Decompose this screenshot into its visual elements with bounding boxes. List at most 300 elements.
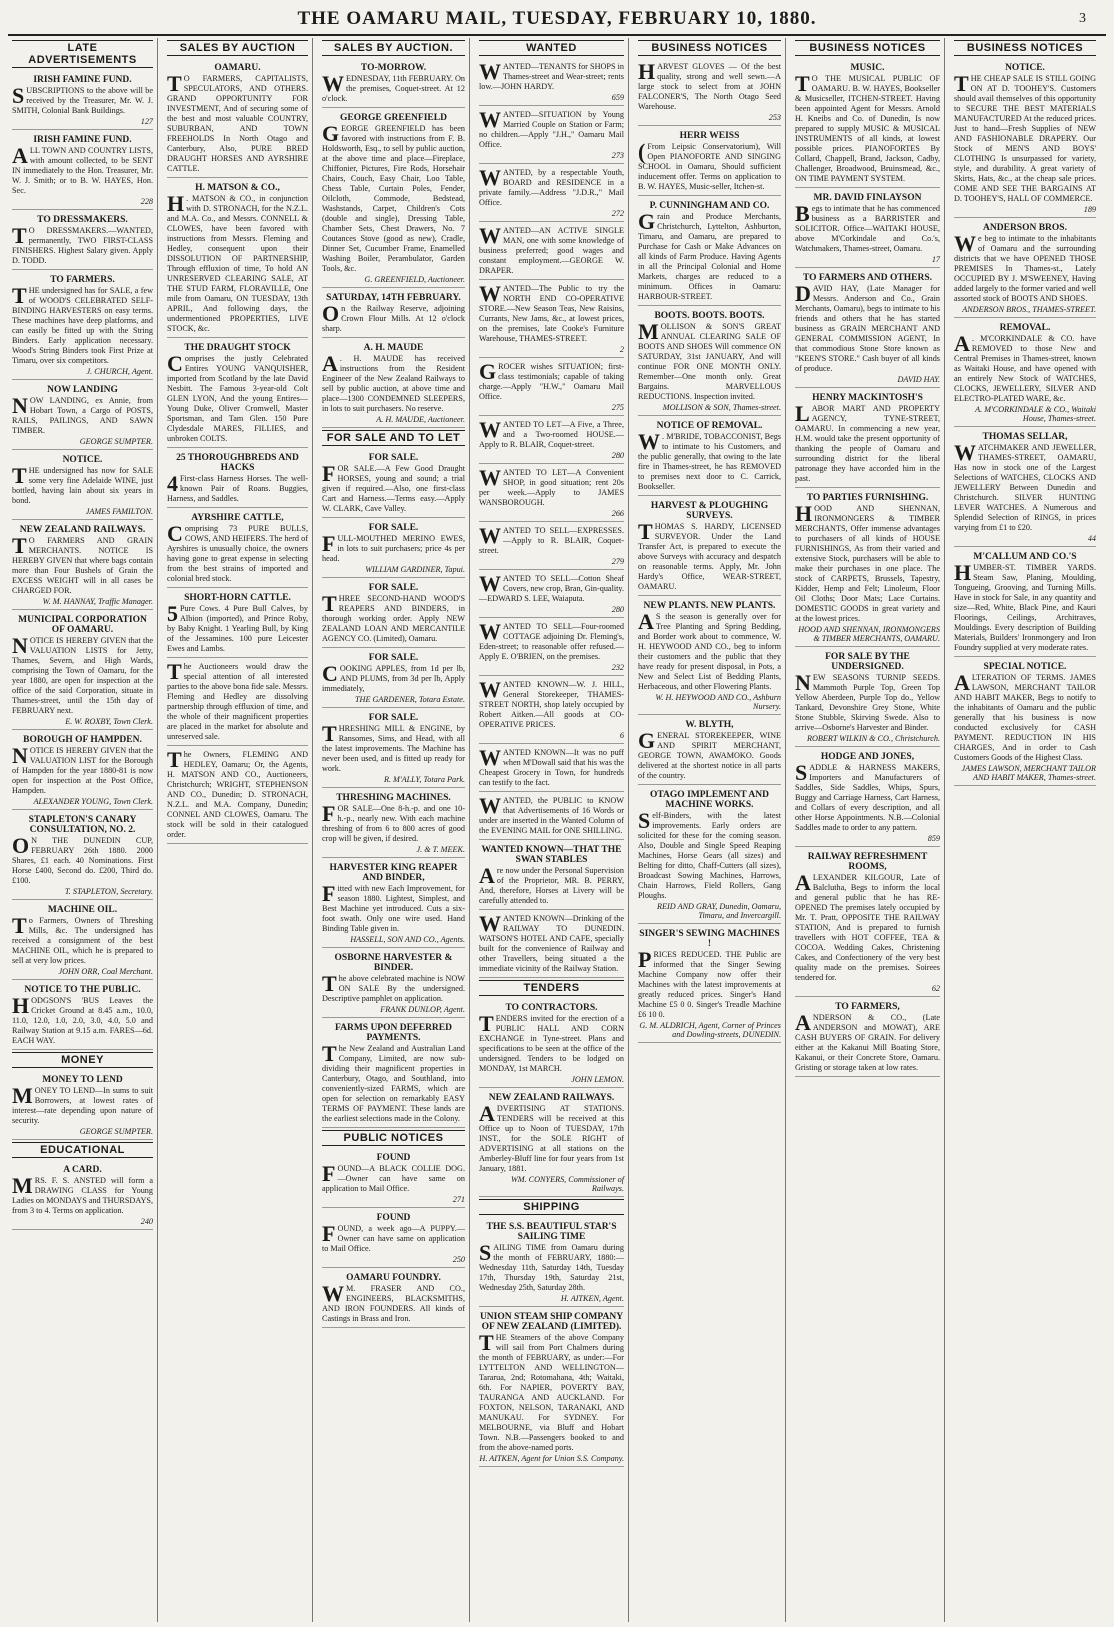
ad-title: NOTICE.: [62, 455, 103, 465]
advertisement: [322, 650, 465, 708]
ad-title: STAPLETON'S CANARY CONSULTATION, NO. 2.: [28, 815, 137, 835]
ad-title: THE DRAUGHT STOCK: [184, 343, 291, 353]
ad-title: THOMAS SELLAR,: [982, 432, 1068, 442]
drop-cap: W: [479, 677, 501, 702]
section-heading-primary: BUSINESS NOTICES: [638, 40, 781, 56]
ad-signature: H. AITKEN, Agent for Union S.S. Company.: [479, 1454, 624, 1463]
ad-title: TO DRESSMAKERS.: [37, 215, 128, 225]
ad-body: SUBSCRIPTIONS to the above will be received by the Treasurer, Mr. W. J. SMITH, Colonial Bank Buildings.: [12, 83, 153, 115]
drop-cap: F: [322, 461, 336, 486]
drop-cap: T: [167, 747, 182, 772]
advertisement: [322, 1210, 465, 1268]
drop-cap: N: [12, 743, 28, 768]
ad-signature: J. & T. MEEK.: [416, 845, 465, 854]
drop-cap: M: [638, 319, 659, 344]
advertisement: [479, 1309, 624, 1467]
ad-title: MR. DAVID FINLAYSON: [813, 193, 922, 203]
ad-title: REMOVAL.: [999, 323, 1051, 333]
ad-body: On the Railway Reserve, adjoining Crown Flour Mills. At 12 o'clock sharp.: [322, 301, 465, 333]
advertisement: [322, 520, 465, 578]
ad-signature: FRANK DUNLOP, Agent.: [380, 1005, 465, 1014]
advertisement: [479, 1090, 624, 1197]
ad-body: The Auctioneers would draw the special attention of all interested parties to the above bona fide sale. Messrs. Fleming and Hedley are dissolving partnership through effluxion of time, and the whole of their magnificent properties are placed in the market for absolute and unreserved sale.: [167, 659, 308, 741]
advertisement: [479, 360, 624, 416]
drop-cap: N: [12, 393, 28, 418]
advertisement: [638, 198, 781, 306]
drop-cap: M: [12, 1083, 33, 1108]
ad-body: GENERAL STOREKEEPER, WINE AND SPIRIT MERCHANT, GEORGE TOWN, AWAMOKO. Goods delivered at the shortest notice in all parts of the country.: [638, 728, 781, 780]
advertisement: [638, 717, 781, 785]
drop-cap: O: [322, 301, 340, 326]
ad-title: OAMARU FOUNDRY.: [346, 1273, 441, 1283]
ad-title: A CARD.: [63, 1165, 102, 1175]
ad-body: T O FARMERS, CAPITALISTS, SPECULATORS, AND OTHERS. GRAND OPPORTUNITY FOR INVESTMENT, And of securing some of the best and most valuable COUNTRY, SUBURBAN, AND TOWN FREEHOLDS In North Otago and Canterbury, Also, PURE BRED DRAUGHT HORSES AND AYRSHIRE CATTLE.: [167, 71, 308, 173]
ad-body: MONEY TO LEND—In sums to suit Borrowers, at lowest rates of interest—rate depending upon nature of security.: [12, 1083, 153, 1125]
advertisement: [954, 429, 1096, 547]
advertisement: [12, 902, 153, 980]
advertisement: [795, 649, 940, 747]
ad-signature: W. H. HEYWOOD AND CO., Ashburn Nursery.: [655, 693, 781, 711]
ad-signature: HASSELL, SON AND CO., Agents.: [350, 935, 465, 944]
drop-cap: A: [638, 609, 654, 634]
column-7: [950, 38, 1100, 1622]
advertisement: [322, 1150, 465, 1208]
ad-body: WANTED—AN ACTIVE SINGLE MAN, one with some knowledge of business preferred; good wages and constant employment.—GEORGE W. DRAPER.: [479, 223, 624, 275]
advertisement: [954, 659, 1096, 786]
advertisement: [795, 270, 940, 388]
ad-body: A . H. MAUDE has received instructions from the Resident Engineer of the New Zealand Railways to sell by public auction, at above time and place—1300 CONDEMNED SLEEPERS, in lots to suit purchasers. No reserve.: [322, 351, 465, 413]
ad-signature: 189: [1083, 205, 1096, 214]
ad-body: The Owners, FLEMING AND HEDLEY, Oamaru; Or, the Agents, H. MATSON AND CO., Auctioneers, Christchurch; WRIGHT, STEPHENSON AND CO., Dunedin; D. STRONACH, N.Z.L. and M.A. Company, Dunedin; CONNEL AND CLOWES, Oamaru. The stock will be sold in their catalogued order.: [167, 747, 308, 839]
ad-body: To Farmers, Owners of Threshing Mills, &c. The undersigned has received a consignment of the best MACHINE OIL, which he is prepared to sell at very low prices.: [12, 913, 153, 965]
educational-advertisement: [12, 1162, 153, 1230]
ad-title: IRISH FAMINE FUND.: [33, 135, 132, 145]
ad-title: UNION STEAM SHIP COMPANY OF NEW ZEALAND (LIMITED).: [479, 1312, 624, 1332]
advertisement: [638, 128, 781, 196]
advertisement: [479, 678, 624, 744]
drop-cap: F: [322, 1161, 336, 1186]
ad-body: T O DRESSMAKERS.—WANTED, permanently, TWO FIRST-CLASS FINISHERS. Highest Salary given. Apply D. TODD.: [12, 223, 153, 265]
ad-body: NEW SEASONS TURNIP SEEDS. Mammoth Purple Top, Green Top Yellow Aberdeen, Purple Top do., Yellow Tankard, Devonshire Grey Stone, White Stone Stubble, Skirving Swede. Also to arrive—Osborne's Harvester and Binder.: [795, 670, 940, 732]
advertisement: [954, 320, 1096, 427]
ad-body: MRS. F. S. ANSTED will form a DRAWING CLASS for Young Ladies on MONDAYS and THURSDAYS, from 3 to 4. Terms on application.: [12, 1173, 153, 1215]
advertisement: [479, 842, 624, 910]
ad-body: GROCER wishes SITUATION; first-class testimonials; capable of taking charge.—Apply "H.W.," Oamaru Mail Office.: [479, 359, 624, 401]
advertisement: [167, 180, 308, 338]
ad-signature: H. AITKEN, Agent.: [560, 1294, 624, 1303]
drop-cap: W: [479, 107, 501, 132]
drop-cap: W: [479, 59, 501, 84]
drop-cap: W: [479, 165, 501, 190]
advertisement: [479, 108, 624, 164]
ad-signature: HOOD AND SHENNAN, IRONMONGERS & TIMBER MERCHANTS, OAMARU.: [798, 625, 940, 643]
ad-body: FOR SALE—One 8-h.-p. and one 10-h.-p., nearly new. With each machine threshing of from 6 to 800 acres of good crop will be given, if desired.: [322, 801, 465, 843]
drop-cap: W: [479, 793, 501, 818]
drop-cap: W: [479, 619, 501, 644]
section-heading-tertiary: SHIPPING: [479, 1199, 624, 1215]
ad-signature: 859: [927, 834, 940, 843]
ad-signature: 62: [931, 984, 940, 993]
drop-cap: (: [638, 139, 646, 164]
drop-cap: P: [638, 947, 652, 972]
ad-body: Begs to intimate that he has commenced business as a BARRISTER and SOLICITOR. Office—WAITAKI HOUSE, above M'Corkindale and Co.'s, Watchmakers, Thames-street, Oamaru.: [795, 201, 940, 253]
ad-body: PRICES REDUCED. THE Public are informed that the Singer Sewing Machine Company now offer their Machines with the latest improvements at greatly reduced prices. Singer's Hand Machine £5 0 0. Singer's Treadle Machine £6 10 0.: [638, 947, 781, 1019]
ad-body: THE Steamers of the above Company will sail from Port Chalmers during the month of FEBRUARY, as under:—For LYTTELTON AND WELLINGTON—Tararua, 2nd; Rotomahana, 4th; Waitaki, 6th. For NAPIER, POVERTY BAY, TAURANGA AND AUCKLAND. For FOXTON, NELSON, TARANAKI, AND MANUKAU. For SYDNEY. For MELBOURNE, via Bluff and Hobart Town. N.B.—Passengers booked to and from the above-named ports.: [479, 1330, 624, 1452]
ad-title: M'CALLUM AND CO.'S: [973, 552, 1077, 562]
section-heading-primary: LATE ADVERTISEMENTS: [12, 40, 153, 68]
ad-title: H. MATSON & CO.,: [195, 183, 280, 193]
ad-body: WANTED—SITUATION by Young Married Couple on Station or Farm; no children.—Apply "J.H.," Oamaru Mail Office.: [479, 107, 624, 149]
drop-cap: A: [479, 1101, 495, 1126]
ad-signature: G. M. ALDRICH, Agent, Corner of Princes and Dowling-streets, DUNEDIN.: [639, 1021, 781, 1039]
drop-cap: W: [479, 571, 501, 596]
drop-cap: A: [322, 351, 338, 376]
ad-title: HODGE AND JONES,: [820, 752, 915, 762]
ad-signature: 228: [140, 197, 153, 206]
ad-body: WEDNESDAY, 11th FEBRUARY. On the premises, Coquet-street. At 12 o'clock.: [322, 71, 465, 103]
ad-signature: ALEXANDER YOUNG, Town Clerk.: [33, 797, 153, 806]
advertisement: [638, 308, 781, 416]
drop-cap: T: [322, 721, 337, 746]
ad-signature: JAMES LAWSON, MERCHANT TAILOR AND HABIT MAKER, Thames-street.: [961, 764, 1096, 782]
advertisement: [479, 60, 624, 106]
ad-signature: WM. CONYERS, Commissioner of Railways.: [510, 1175, 624, 1193]
ad-body: Comprising 73 PURE BULLS, COWS, AND HEIFERS. The herd of Ayrshires is unusually choice, the owners having gone to great expense in selecting from the best strains of imported and colonial bred stock.: [167, 521, 308, 583]
ad-title: NOW LANDING: [47, 385, 118, 395]
ad-signature: 272: [611, 209, 624, 218]
ad-body: HARVEST GLOVES — Of the best quality, strong and well sewn.—A large stock to select from at JOHN FALCONER'S, The North Otago Seed Warehouse.: [638, 59, 781, 111]
drop-cap: A: [479, 863, 495, 888]
ad-title: RAILWAY REFRESHMENT ROOMS,: [807, 852, 928, 872]
advertisement: [12, 132, 153, 210]
section-heading-primary: SALES BY AUCTION: [167, 40, 308, 56]
ad-body: FOUND, a week ago—A PUPPY.—Owner can have same on application to Mail Office.: [322, 1221, 465, 1253]
drop-cap: G: [638, 209, 656, 234]
ad-signature: 280: [611, 605, 624, 614]
drop-cap: T: [12, 463, 27, 488]
advertisement: [795, 490, 940, 647]
drop-cap: B: [795, 201, 810, 226]
advertisement: [322, 450, 465, 518]
masthead: [0, 8, 1114, 34]
drop-cap: A: [954, 331, 970, 356]
ad-title: FOR SALE BY THE UNDERSIGNED.: [825, 652, 910, 672]
ad-signature: 279: [611, 557, 624, 566]
ad-title: FARMS UPON DEFERRED PAYMENTS.: [335, 1023, 452, 1043]
ad-signature: 232: [611, 663, 624, 672]
ad-signature: ROBERT WILKIN & CO., Christchurch.: [806, 734, 940, 743]
money-advertisement: [12, 1072, 153, 1140]
ad-body: Self-Binders, with the latest improvements. Early orders are solicited for these for the coming season. Also, Double and Single Speed Reaping Machines, Horse Gears (all sizes) and Belting for ditto, Chaff-Cutters (all sizes), Broadcast Sowing Machines, Harrows, Chain Harrows, Field Rollers, Gang Ploughs.: [638, 808, 781, 900]
ad-body: FOR SALE.—A Few Good Draught HORSES, young and sound; a trial given if required.—Also, one first-class Cart and Harness.—Terms easy.—Apply W. CLARK, Cave Valley.: [322, 461, 465, 513]
ad-body: A S the season is generally over for Tree Planting and Spring Bedding, and Border work about to commence, W. H. HEYWOOD AND CO., beg to inform their customers and the public that they have ready for present disposal, in Pots, a New and Select List of Bedding Plants, Herbaceous, and other Flowering Plants.: [638, 609, 781, 691]
ad-title: NOTICE OF REMOVAL.: [656, 421, 763, 431]
advertisement: [795, 999, 940, 1077]
drop-cap: W: [954, 231, 976, 256]
advertisement: [638, 787, 781, 924]
drop-cap: L: [795, 401, 810, 426]
ad-title: HENRY MACKINTOSH'S: [812, 393, 923, 403]
section-heading-tertiary: PUBLIC NOTICES: [322, 1130, 465, 1146]
ad-signature: WILLIAM GARDINER, Tapui.: [365, 565, 465, 574]
ad-body: Comprises the justly Celebrated Entires YOUNG VANQUISHER, imported from Scotland by the late David Nesbitt. The Famous 3-year-old Colt GLEN LYON, And the young Entires—Young Duke, Oliver Cromwell, Master Sportsman, and Tam Glen. 150 Pure Clydesdale MARES, FILLIES, and unbroken COLTS.: [167, 351, 308, 443]
drop-cap: C: [322, 661, 338, 686]
section-heading-primary: SALES BY AUCTION.: [322, 40, 465, 56]
ad-signature: REID AND GRAY, Dunedin, Oamaru, Timaru, and Invercargill.: [657, 902, 781, 920]
ad-body: WANTED—The Public to try the NORTH END CO-OPERATIVE STORE.—New Season Teas, New Raisins, Currants, New Jams, &c., at lowest prices, on the premises, late Cooke's Furniture Warehouse, THAMES-STREET.: [479, 281, 624, 343]
ad-body: ALEXANDER KILGOUR, Late of Balclutha, Begs to inform the local and general public that he has RE-OPENED The premises lately occupied by Mr. T. Pratt, OPPOSITE THE RAILWAY STATION, And is prepared to furnish travellers with HOT COFFEE, TEA & COCOA. Wedding Cakes, Christening Cakes, and Confectionery of the very best quality made on the premises. Soirees tendered for.: [795, 870, 940, 982]
drop-cap: A: [795, 870, 811, 895]
ad-body: W . M'BRIDE, TOBACCONIST, Begs to intimate to his Customers, and the public generally, that owing to the late fire in Thames-street, he has REMOVED to premises next door to C. Carrick, Bookseller.: [638, 429, 781, 491]
advertisement: [322, 790, 465, 858]
advertisement: [954, 549, 1096, 657]
ad-body: HOOD AND SHENNAN, IRONMONGERS & TIMBER MERCHANTS, Offer immense advantages to purchasers of all kinds of HOUSE FURNISHINGS, As from their varied and extensive Stock, purchasers will be able to make their purchases in one place. The stock of CARPETS, Brussels, Tapestry, Kidder, Hemp and Felt; Linoleum, Floor Oil Cloths; Door Mats; Lace Curtains. DOMESTIC GOODS in great variety and at the lowest prices.: [795, 501, 940, 623]
advertisement: [322, 340, 465, 428]
drop-cap: T: [12, 533, 27, 558]
ad-signature: 44: [1087, 534, 1096, 543]
ad-title: TO CONTRACTORS.: [505, 1003, 598, 1013]
ad-signature: GEORGE SUMPTER.: [79, 1127, 153, 1136]
drop-cap: T: [479, 1011, 494, 1036]
drop-cap: F: [322, 1221, 336, 1246]
drop-cap: T: [12, 283, 27, 308]
advertisement: [167, 748, 308, 844]
ad-body: WANTED—TENANTS for SHOPS in Thames-street and Wear-street; rents low.—JOHN HARDY.: [479, 59, 624, 91]
ad-signature: 275: [611, 403, 624, 412]
ad-title: FOR SALE.: [368, 523, 419, 533]
ad-body: T O FARMERS AND GRAIN MERCHANTS. NOTICE IS HEREBY GIVEN that where bags contain more than Four Bushels of Grain the EXCESS WEIGHT will in all cases be CHARGED FOR.: [12, 533, 153, 595]
advertisement: [479, 746, 624, 792]
masthead-rule: [8, 34, 1106, 36]
ad-signature: MOLLISON & SON, Thames-street.: [662, 403, 781, 412]
ad-signature: THE GARDENER, Totara Estate.: [354, 695, 465, 704]
ad-title: HARVESTER KING REAPER AND BINDER,: [329, 863, 458, 883]
advertisement: [638, 926, 781, 1043]
advertisement: [479, 912, 624, 978]
advertisement: [167, 660, 308, 746]
ad-title: NEW ZEALAND RAILWAYS.: [19, 525, 146, 535]
ad-signature: 250: [452, 1255, 465, 1264]
ad-body: W M. FRASER AND CO., ENGINEERS, BLACKSMITHS, AND IRON FOUNDERS. All kinds of Castings in Brass and Iron.: [322, 1281, 465, 1323]
ad-body: ADVERTISING AT STATIONS. TENDERS will be received at this Office up to Noon of TUESDAY, 17th INST., for the SOLE RIGHT of ADVERTISING at all stations on the Amberley-Bluff line for four years from 1st January, 1881.: [479, 1101, 624, 1173]
ad-body: WATCHMAKER AND JEWELLER, THAMES-STREET, OAMARU, Has now in stock one of the Largest Selections of WATCHES, CLOCKS AND JEWELLERY Between Dunedin and Christchurch. SILVER HUNTING LEVER WATCHES. A Numerous and Splendid Selection of RINGS, in prices varying from £1 to £20.: [954, 440, 1096, 532]
advertisement: [12, 452, 153, 520]
ad-body: MOLLISON & SON'S GREAT ANNUAL CLEARING SALE OF BOOTS AND SHOES Will commence ON SATURDAY, 31st JANUARY, And will continue FOR ONE MONTH ONLY. Remember—One month only. Great Bargains. MARVELLOUS REDUCTIONS. Inspection invited.: [638, 319, 781, 401]
advertisement: [479, 1219, 624, 1307]
drop-cap: W: [322, 1281, 344, 1306]
ad-title: TO PARTIES FURNISHING.: [806, 493, 929, 503]
ad-body: WANTED KNOWN—Drinking of the RAILWAY TO DUNEDIN. WATSON'S HOTEL AND CAFE, specially built for the convenience of Railway and other Travellers, being situated a the immediate vicinity of the Railway Station.: [479, 911, 624, 973]
advertisement: [479, 466, 624, 522]
ad-body: Grain and Produce Merchants, Christchurch, Lyttelton, Ashburton, Timaru, and Oamaru, are prepared to Purchase for Cash or Make Advances on all kinds of Farm Produce. Having Agents in all the Principal Colonial and Home Markets, charges are reduced to a minimum. Offices in Oamaru: HARBOUR-STREET.: [638, 209, 781, 301]
ad-title: THRESHING MACHINES.: [336, 793, 451, 803]
drop-cap: T: [479, 1330, 494, 1355]
ad-title: THE S.S. BEAUTIFUL STAR'S SAILING TIME: [486, 1222, 617, 1242]
ad-title: MUNICIPAL CORPORATION OF OAMARU.: [18, 615, 147, 635]
drop-cap: T: [322, 971, 337, 996]
drop-cap: D: [795, 281, 811, 306]
column-4: [475, 38, 629, 1622]
advertisement: [479, 572, 624, 618]
columns-container: [8, 38, 1106, 1622]
advertisement: [954, 60, 1096, 218]
ad-signature: 240: [140, 1217, 153, 1226]
advertisement: [795, 749, 940, 847]
advertisement: [322, 1020, 465, 1128]
ad-body: 4 First-class Harness Horses. The well-known Pair of Roans. Buggies, Harness, and Saddles.: [167, 471, 308, 503]
drop-cap: G: [479, 359, 497, 384]
ad-title: OSBORNE HARVESTER & BINDER.: [334, 953, 453, 973]
drop-cap: T: [12, 223, 27, 248]
advertisement: [479, 418, 624, 464]
ad-body: ALL TOWN AND COUNTRY LISTS, with amount collected, to be SENT IN immediately to the Hon. Treasurer, Mr. W. J. Smith; or to B. W. HAYES, Hon. Sec.: [12, 143, 153, 195]
ad-title: OTAGO IMPLEMENT AND MACHINE WORKS.: [650, 790, 769, 810]
ad-title: ANDERSON BROS.: [983, 223, 1067, 233]
ad-title: MONEY TO LEND: [42, 1075, 123, 1085]
drop-cap: W: [954, 440, 976, 465]
ad-body: T O THE MUSICAL PUBLIC OF OAMARU. B. W. HAYES, Bookseller & Musicseller, ITCHEN-STREET. Having been appointed Agent for Messrs. Arnold H. Kneibs and Co. of Dunedin, Is now prepared to supply MUSIC & MUSICAL INSTRUMENTS of all kinds, at lowest possible prices. PIANOFORTES By Collard, Chappell, Brand, Jackson, Cadby, Challenger, Broadwood, Bruinsmead, &c., ON TIME PAYMENT SYSTEM.: [795, 71, 940, 183]
ad-body: THE undersigned has now for SALE some very fine Adelaide WINE, just bottled, having lain about six years in bond.: [12, 463, 153, 505]
section-heading-money: MONEY: [12, 1052, 153, 1068]
ad-title: HARVEST & PLOUGHING SURVEYS.: [650, 501, 769, 521]
ad-body: WANTED KNOWN—It was no puff when M'Dowall said that his was the Cheapest Grocery in Town, for hundreds can testify to the fact.: [479, 745, 624, 787]
advertisement: [167, 450, 308, 508]
advertisement: [12, 72, 153, 130]
drop-cap: S: [479, 1240, 492, 1265]
ad-body: THE undersigned has for SALE, a few of WOOD'S CELEBRATED SELF-BINDING HARVESTERS on easy terms. These machines have deep platforms, and can easily be fitted up with the String Binders. Early application necessary. Wood's String Binders took First Prize at Timaru, over six competitors.: [12, 283, 153, 365]
advertisement: [12, 272, 153, 380]
section-heading-educational: EDUCATIONAL: [12, 1142, 153, 1158]
ad-signature: T. STAPLETON, Secretary.: [64, 887, 153, 896]
ad-signature: JOHN LEMON.: [571, 1075, 624, 1084]
ad-body: A . M'CORKINDALE & CO. have REMOVED to those New and Central Premises in Thames-street, known as Waitaki House, and have opened with an entirely New Stock of WATCHES, CLOCKS, JEWELLERY, SILVER AND ELECTRO-PLATED WARE, &c.: [954, 331, 1096, 403]
ad-title: GEORGE GREENFIELD: [340, 113, 447, 123]
advertisement: [479, 166, 624, 222]
drop-cap: W: [479, 911, 501, 936]
ad-title: FOUND: [376, 1213, 411, 1223]
ad-body: HODGSON'S 'BUS Leaves the Cricket Ground at 8.45 a.m., 10.0, 11.0, 12.0, 1.0, 2.0, 3.0, 4.0, 5.0 and Railway Station at 9.15 a.m. FARES—6d. EACH WAY.: [12, 993, 153, 1045]
column-3: [318, 38, 470, 1622]
drop-cap: T: [954, 71, 969, 96]
ad-title: FOUND: [376, 1153, 411, 1163]
ad-body: Are now under the Personal Supervision of the Proprietor, MR. B. PERRY, And, therefore, Horses at Livery will be carefully attended to.: [479, 863, 624, 905]
advertisement: [12, 612, 153, 730]
ad-signature: JAMES FAMILTON.: [85, 507, 153, 516]
advertisement: [479, 620, 624, 676]
ad-signature: E. W. ROXBY, Town Clerk.: [65, 717, 153, 726]
drop-cap: S: [638, 808, 651, 833]
ad-title: SATURDAY, 14TH FEBRUARY.: [326, 293, 461, 303]
ad-body: ANDERSON & CO., (Late ANDERSON and MOWAT), ARE CASH BUYERS OF GRAIN. For delivery either at the Kakanui Mill Boating Store, Kakanui, or their Concrete Store, Oamaru. Gristing or storage taken at low rates.: [795, 1010, 940, 1072]
drop-cap: T: [322, 591, 337, 616]
advertisement: [12, 382, 153, 450]
section-heading-secondary: TENDERS: [479, 980, 624, 996]
ad-body: WANTED TO SELL—Cotton Sheaf Covers, new crop, Bran, Gin-quality.—EDWARD S. LEE, Waiaputa.: [479, 571, 624, 603]
drop-cap: H: [638, 59, 656, 84]
ad-title: NEW PLANTS. NEW PLANTS.: [643, 601, 776, 611]
drop-cap: T: [638, 519, 653, 544]
section-heading-secondary: FOR SALE AND TO LET: [322, 430, 465, 446]
advertisement: [167, 510, 308, 588]
ad-signature: R. M'ALLY, Totara Park.: [383, 775, 465, 784]
section-heading-primary: BUSINESS NOTICES: [795, 40, 940, 56]
drop-cap: W: [479, 523, 501, 548]
ad-body: WANTED TO LET—A Convenient SHOP, in good situation; rent 20s per week.—Apply to JAMES WANSBOROUGH.: [479, 465, 624, 507]
column-5: [634, 38, 786, 1622]
drop-cap: C: [167, 521, 183, 546]
drop-cap: G: [322, 121, 340, 146]
ad-signature: 280: [611, 451, 624, 460]
drop-cap: O: [12, 833, 30, 858]
ad-body: WANTED TO SELL—EXPRESSES. —Apply to R. BLAIR, Coquet-street.: [479, 523, 624, 555]
drop-cap: N: [12, 633, 28, 658]
ad-title: 25 THOROUGHBREDS AND HACKS: [176, 453, 299, 473]
drop-cap: W: [479, 417, 501, 442]
ad-body: THRESHING MILL & ENGINE, by Ransomes, Sims, and Head, with all the latest improvements. The Machine has never been used, and is fitted up ready for work.: [322, 721, 465, 773]
drop-cap: S: [795, 760, 808, 785]
drop-cap: F: [322, 801, 336, 826]
ad-body: O N THE DUNEDIN CUP, FEBRUARY 26th 1880. 2000 Shares, £1 each. 40 Nominations. First Horse £400, Second do. £200, Third do. £100.: [12, 833, 153, 885]
ad-title: NOTICE TO THE PUBLIC.: [24, 985, 141, 995]
advertisement: [12, 982, 153, 1050]
ad-signature: GEORGE SUMPTER.: [79, 437, 153, 446]
drop-cap: W: [479, 745, 501, 770]
ad-body: LABOR MART AND PROPERTY AGENCY, TYNE-STREET, OAMARU. In commencing a new year, H.M. would take the present opportunity of thanking the people of Oamaru and surrounding district for the liberal patronage they have accorded him in the past.: [795, 401, 940, 483]
ad-body: HUMBER-ST. TIMBER YARDS. Steam Saw, Planing, Moulding, Tongueing, Grooving, and Turning Mills. Have in stock for Sale, in any quantity and size—Red, White, Black Pine, and Kauri Floorings, Ceilings, Architraves, Mouldings. Every description of Building Materials, Builders' Ironmongery and Iron Foundry supplied at very moderate rates.: [954, 560, 1096, 652]
ad-body: WANTED KNOWN—W. J. HILL, General Storekeeper, THAMES-STREET NORTH, shop lately occupied by Robert Aitken.—All goods at CO-OPERATIVE PRICES.: [479, 677, 624, 729]
ad-title: SPECIAL NOTICE.: [983, 662, 1067, 672]
advertisement: [479, 1000, 624, 1088]
ad-signature: 2: [619, 345, 624, 354]
advertisement: [479, 794, 624, 840]
ad-signature: 273: [611, 151, 624, 160]
drop-cap: T: [795, 71, 810, 96]
ad-body: TENDERS invited for the erection of a PUBLIC HALL AND CORN EXCHANGE in Tyne-street. Plans and specifications to be seen at the office of the undersigned. Tenders to be lodged on MONDAY, 1st MARCH.: [479, 1011, 624, 1073]
ad-title: A. H. MAUDE: [363, 343, 424, 353]
advertisement: [12, 732, 153, 810]
ad-body: Fitted with new Each Improvement, for season 1880. Lightest, Simplest, and Best Machine yet introduced. Cuts a six-foot swath. Only one wire used. Hand Binding Table given in.: [322, 881, 465, 933]
advertisement: [322, 110, 465, 288]
ad-body: WANTED TO LET—A Five, a Three, and a Two-roomed HOUSE.—Apply to R. BLAIR, Coquet-street.: [479, 417, 624, 449]
ad-title: TO FARMERS AND OTHERS.: [803, 273, 932, 283]
ad-body: The above celebrated machine is NOW ON SALE By the undersigned. Descriptive pamphlet on application.: [322, 971, 465, 1003]
advertisement: [322, 950, 465, 1018]
ad-title: NOTICE.: [1005, 63, 1045, 73]
ad-title: W. BLYTH,: [685, 720, 734, 730]
ad-signature: 127: [140, 117, 153, 126]
ad-signature: DAVID HAY.: [897, 375, 940, 384]
column-6: [791, 38, 945, 1622]
drop-cap: H: [12, 993, 30, 1018]
ad-title: BOROUGH OF HAMPDEN.: [23, 735, 142, 745]
ad-body: THE CHEAP SALE IS STILL GOING ON AT D. TOOHEY'S. Customers should avail themselves of this opportunity to SECURE THE BEST MATERIALS MANUFACTURED At the reduced prices. Just to hand—Fresh Supplies of NEW AND FASHIONABLE DRAPERY. Our Stock of MEN'S AND BOYS' CLOTHING Is unsurpassed for variety, style, and durability. A great variety of Skirts, Hats, &c., at the cheap sale prices. COME AND SEE THE BARGAINS AT D. TOOHEY'S, HALL OF COMMERCE.: [954, 71, 1096, 203]
ad-signature: JOHN ORR, Coal Merchant.: [58, 967, 153, 976]
ad-body: FOUND—A BLACK COLLIE DOG.—Owner can have same on application to Mail Office.: [322, 1161, 465, 1193]
ad-signature: W. M. HANNAY, Traffic Manager.: [42, 597, 153, 606]
ad-title: FOR SALE.: [368, 583, 419, 593]
ad-signature: 659: [611, 93, 624, 102]
drop-cap: C: [167, 351, 183, 376]
ad-title: TO FARMERS,: [835, 1002, 900, 1012]
ad-title: P. CUNNINGHAM AND CO.: [649, 201, 770, 211]
drop-cap: G: [638, 728, 656, 753]
advertisement: [795, 190, 940, 268]
drop-cap: H: [954, 560, 972, 585]
drop-cap: A: [12, 143, 28, 168]
ad-signature: 17: [931, 255, 940, 264]
drop-cap: A: [954, 670, 970, 695]
ad-signature: G. GREENFIELD, Auctioneer.: [364, 275, 465, 284]
